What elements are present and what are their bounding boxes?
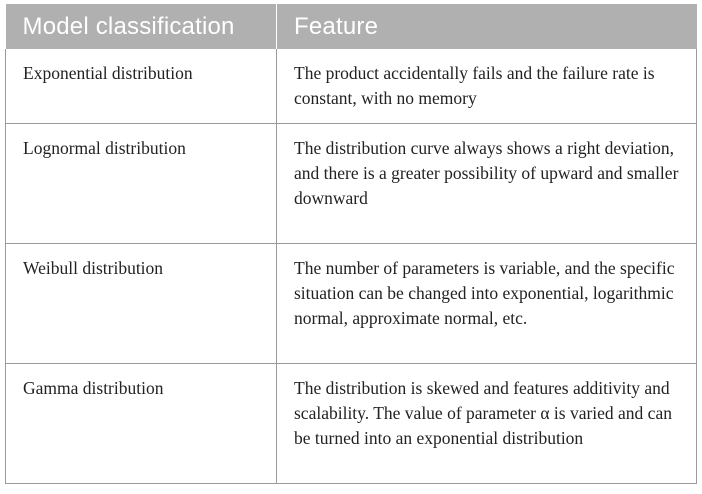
distribution-table-container bbox=[5, 4, 696, 484]
header-feature: Feature bbox=[277, 4, 697, 49]
feature-cell: The distribution curve always shows a right deviation, and there is a greater possibility of upward and smaller downward bbox=[277, 124, 697, 244]
model-cell: Gamma distribution bbox=[6, 364, 277, 484]
table-header-row bbox=[6, 4, 697, 49]
header-model-classification: Model classification bbox=[6, 4, 277, 49]
feature-cell: The distribution is skewed and features additivity and scalability. The value of parameter α is varied and can be turned into an exponential distribution bbox=[277, 364, 697, 484]
model-cell: Lognormal distribution bbox=[6, 124, 277, 244]
feature-cell: The number of parameters is variable, and the specific situation can be changed into exponential, logarithmic normal, approximate normal, etc. bbox=[277, 244, 697, 364]
distribution-table bbox=[5, 4, 697, 484]
model-cell: Weibull distribution bbox=[6, 244, 277, 364]
table-row bbox=[6, 364, 697, 484]
table-row bbox=[6, 124, 697, 244]
table-row bbox=[6, 49, 697, 124]
table-row bbox=[6, 244, 697, 364]
feature-cell: The product accidentally fails and the failure rate is constant, with no memory bbox=[277, 49, 697, 124]
model-cell: Exponential distribution bbox=[6, 49, 277, 124]
